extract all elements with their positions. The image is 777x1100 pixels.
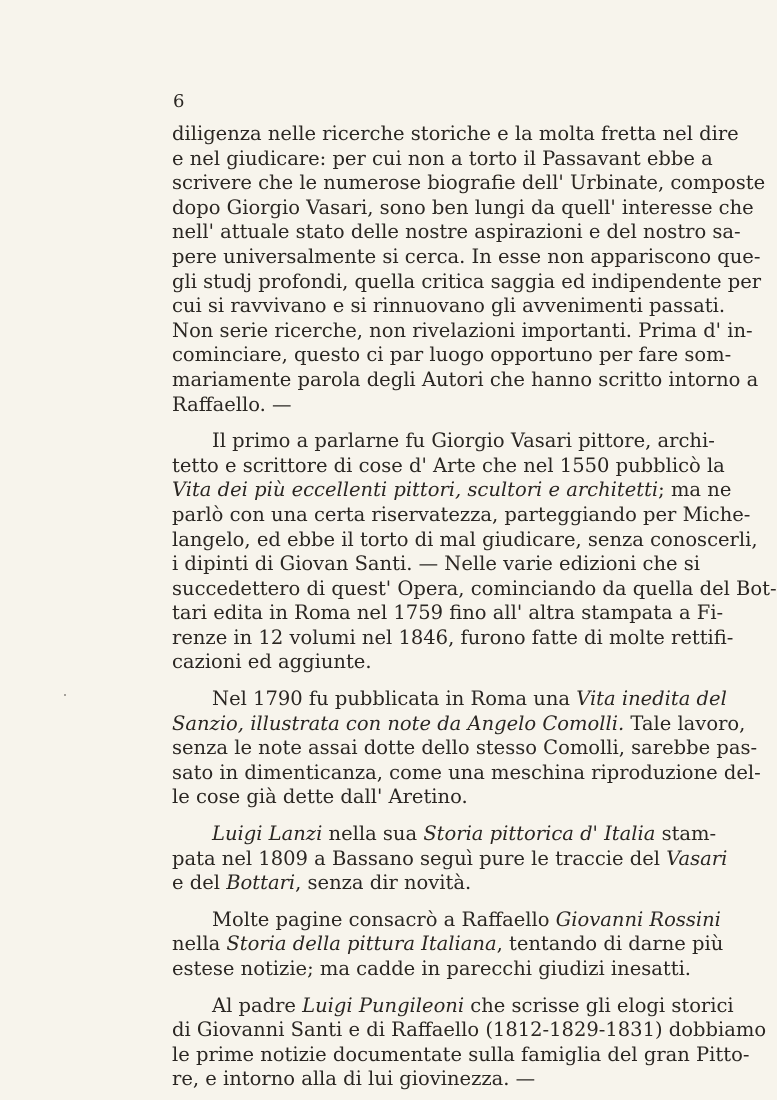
italic-text: Storia della pittura Italiana: [226, 932, 497, 956]
text-line: [172, 478, 772, 503]
text-line: [172, 270, 772, 295]
margin-speck: [64, 694, 66, 696]
text-run: parlò con una certa riservatezza, parteggiando per Miche-: [172, 502, 751, 526]
italic-text: Bottari: [226, 871, 296, 895]
paragraph: [172, 122, 772, 417]
text-run: le prime notizie documentate sulla famiglia del gran Pitto-: [172, 1042, 750, 1066]
text-run: tetto e scrittore di cose d' Arte che nel 1550 pubblicò la: [172, 453, 725, 477]
text-line: [172, 1067, 772, 1092]
text-run: nella: [172, 932, 227, 956]
italic-text: Vita inedita del: [576, 687, 727, 711]
text-line: [172, 245, 772, 270]
text-run: Il primo a parlarne fu Giorgio Vasari pittore, archi-: [212, 429, 715, 453]
text-line: [172, 503, 772, 528]
text-run: estese notizie; ma cadde in parecchi giudizi inesatti.: [172, 957, 692, 980]
text-line: [172, 429, 772, 454]
text-run: diligenza nelle ricerche storiche e la molta fretta nel dire: [172, 122, 739, 145]
paragraph: [172, 908, 772, 982]
text-run: senza le note assai dotte dello stesso Comolli, sarebbe pas-: [172, 736, 758, 760]
text-line: [172, 761, 772, 786]
text-run: ; ma ne: [658, 478, 732, 502]
text-run: Raffaello. —: [172, 392, 292, 416]
text-line: [172, 932, 772, 957]
text-line: [172, 294, 772, 319]
text-run: Molte pagine consacrò a Raffaello: [212, 907, 556, 931]
text-run: che scrisse gli elogi storici: [464, 993, 734, 1017]
paragraph: [172, 687, 772, 810]
text-run: , senza dir novità.: [295, 871, 472, 895]
italic-text: Luigi Pungileoni: [302, 993, 465, 1017]
text-line: [172, 687, 772, 712]
text-line: [172, 576, 777, 602]
text-run: di Giovanni Santi e di Raffaello (1812-1829-1831) dobbiamo: [172, 1018, 767, 1042]
text-line: [172, 1018, 772, 1043]
text-run: cui si ravvivano e si rinnuovano gli avvenimenti passati.: [172, 294, 726, 318]
text-line: [172, 552, 772, 577]
text-run: i dipinti di Giovan Santi. — Nelle varie edizioni che si: [172, 552, 701, 576]
page-number: 6: [173, 91, 185, 112]
text-run: Non serie ricerche, non rivelazioni importanti. Prima d' in-: [172, 318, 753, 342]
text-run: cazioni ed aggiunte.: [172, 650, 372, 674]
text-run: stam-: [655, 822, 717, 846]
text-line: [172, 871, 772, 896]
italic-text: Storia pittorica d' Italia: [423, 822, 656, 846]
text-line: [172, 122, 772, 147]
text-run: e del: [172, 871, 227, 895]
text-line: [172, 196, 772, 221]
text-line: [172, 957, 772, 982]
text-run: succedettero di quest' Opera, cominciando da quella del Bot-: [172, 576, 777, 600]
text-run: nell' attuale stato delle nostre aspirazioni e del nostro sa-: [172, 220, 741, 244]
text-line: [172, 528, 772, 553]
text-line: [172, 601, 772, 626]
text-run: langelo, ed ebbe il torto di mal giudicare, senza conoscerli,: [172, 527, 758, 551]
text-line: [172, 626, 772, 651]
text-run: pere universalmente si cerca. In esse non appariscono que-: [172, 244, 761, 268]
text-line: [172, 220, 772, 245]
text-run: Tale lavoro,: [624, 711, 746, 735]
text-run: sato in dimenticanza, come una meschina riproduzione del-: [172, 760, 761, 784]
text-line: [172, 343, 772, 368]
text-line: [172, 650, 772, 675]
paragraph: [172, 994, 772, 1092]
italic-text: Luigi Lanzi: [212, 822, 323, 846]
text-run: Al padre: [212, 993, 303, 1017]
text-run: cominciare, questo ci par luogo opportuno per fare som-: [172, 343, 732, 367]
text-run: le cose già dette dall' Aretino.: [172, 785, 468, 809]
paragraph: [172, 429, 777, 675]
text-run: scrivere che le numerose biografie dell' Urbinate, composte: [172, 171, 766, 195]
text-line: [172, 319, 772, 344]
text-line: [172, 847, 772, 872]
text-run: nella sua: [322, 822, 424, 846]
text-line: [172, 712, 772, 737]
italic-text: Giovanni Rossini: [555, 907, 721, 931]
text-line: [172, 785, 772, 810]
text-line: [172, 393, 772, 418]
text-line: [172, 994, 772, 1019]
text-line: [172, 908, 772, 933]
text-run: re, e intorno alla di lui giovinezza. —: [172, 1067, 536, 1091]
text-run: mariamente parola degli Autori che hanno scritto intorno a: [172, 367, 759, 391]
text-run: tari edita in Roma nel 1759 fino all' altra stampata a Fi-: [172, 601, 724, 625]
text-run: renze in 12 volumi nel 1846, furono fatte di molte rettifi-: [172, 625, 734, 649]
italic-text: Vasari: [666, 846, 728, 870]
page-body: [172, 122, 777, 1092]
italic-text: Sanzio, illustrata con note da Angelo Comolli.: [172, 711, 625, 735]
text-line: [172, 368, 772, 393]
text-line: [172, 822, 772, 847]
text-run: gli studj profondi, quella critica saggia ed indipendente per: [172, 269, 762, 293]
paragraph: [172, 822, 772, 896]
text-run: Nel 1790 fu pubblicata in Roma una: [212, 687, 577, 711]
text-line: [172, 454, 772, 479]
text-run: pata nel 1809 a Bassano seguì pure le traccie del: [172, 846, 667, 870]
text-line: [172, 147, 772, 172]
text-line: [172, 1043, 772, 1068]
text-run: e nel giudicare: per cui non a torto il Passavant ebbe a: [172, 146, 713, 170]
text-run: , tentando di darne più: [496, 932, 724, 956]
text-line: [172, 736, 772, 761]
italic-text: Vita dei più eccellenti pittori, scultori e architetti: [172, 478, 659, 502]
text-line: [172, 171, 772, 196]
text-run: dopo Giorgio Vasari, sono ben lungi da quell' interesse che: [172, 195, 754, 219]
